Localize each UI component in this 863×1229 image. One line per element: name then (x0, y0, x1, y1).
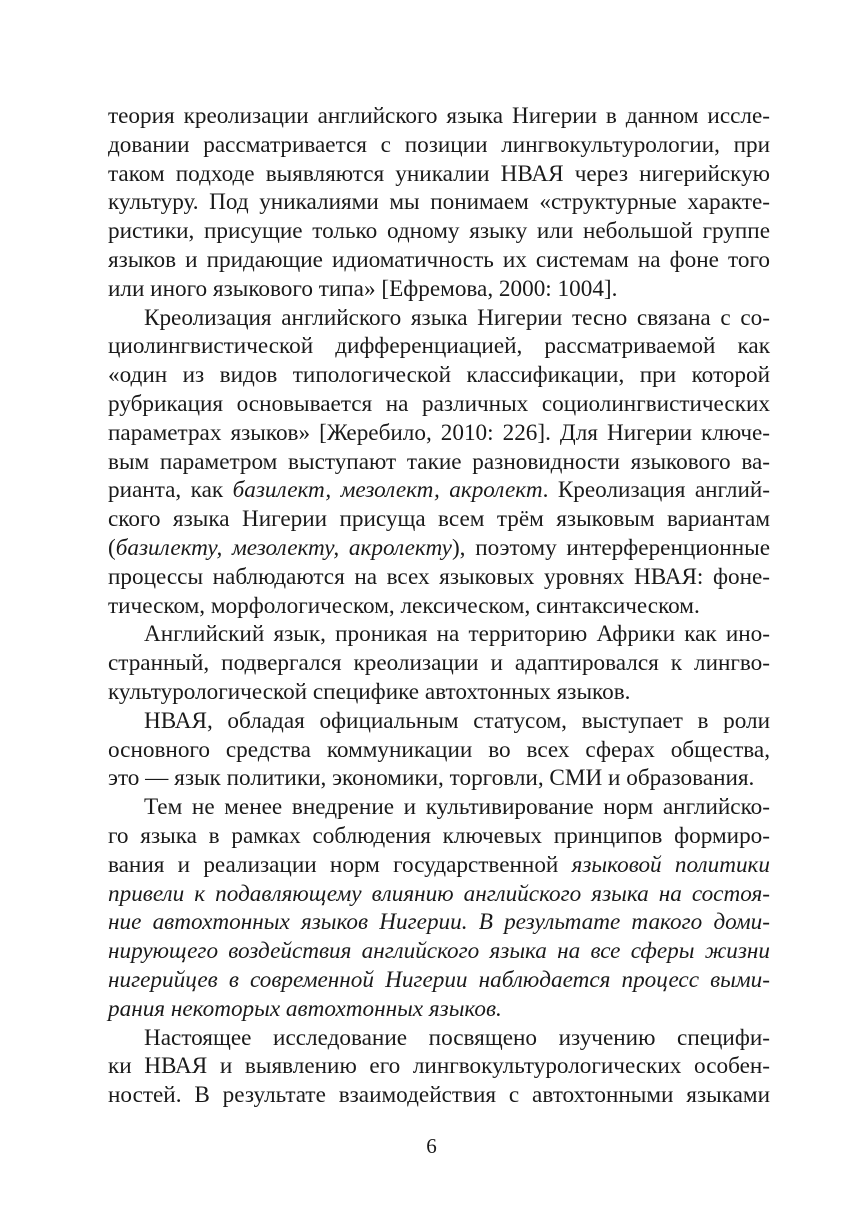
text-line: (базилекту, мезолекту, акролекту), поэтому интерференционные (108, 534, 770, 561)
text-line: го языка в рамках соблюдения ключевых принципов формиро- (108, 822, 770, 849)
text-line: Тем не менее внедрение и культивирование норм английско- (144, 794, 770, 821)
text-line: ки НВАЯ и выявлению его лингвокультурологических особен- (108, 1053, 770, 1080)
text-line: рания некоторых автохтонных языков. (108, 995, 502, 1022)
text-line: НВАЯ, обладая официальным статусом, выступает в роли (144, 707, 770, 734)
text-line: нирующего воздействия английского языка на все сферы жизни (108, 938, 770, 965)
text-line: ского языка Нигерии присуща всем трём языковым вариантам (108, 506, 770, 533)
text-line: ностей. В результате взаимодействия с автохтонными языками (108, 1082, 770, 1109)
text-line: ние автохтонных языков Нигерии. В результате такого доми- (108, 909, 770, 936)
body-text (108, 102, 770, 1110)
text-line: «один из видов типологической классификации, при которой (108, 362, 770, 389)
text-line: привели к подавляющему влиянию английского языка на состоя- (108, 880, 770, 907)
text-line: параметрах языков» [Жеребило, 2010: 226]. Для Нигерии ключе- (108, 419, 770, 446)
text-line: Креолизация английского языка Нигерии тесно связана с со- (144, 304, 770, 331)
text-line: рубрикация основывается на различных социолингвистических (108, 390, 770, 417)
text-line: рианта, как базилект, мезолект, акролект. Креолизация англий- (108, 477, 770, 504)
text-line: или иного языкового типа» [Ефремова, 2000: 1004]. (108, 275, 618, 302)
text-line: основного средства коммуникации во всех сферах общества, (108, 736, 770, 763)
text-line: Настоящее исследование посвящено изучению специфи- (144, 1024, 770, 1051)
text-line: это — язык политики, экономики, торговли, СМИ и образования. (108, 765, 755, 792)
text-line: циолингвистической дифференциацией, рассматриваемой как (108, 333, 770, 360)
text-line: таком подходе выявляются уникалии НВАЯ через нигерийскую (108, 160, 770, 187)
text-line: Английский язык, проникая на территорию Африки как ино- (144, 621, 770, 648)
text-line: вым параметром выступают такие разновидности языкового ва- (108, 448, 770, 475)
text-line: ристики, присущие только одному языку или небольшой группе (108, 218, 770, 245)
text-line: тическом, морфологическом, лексическом, синтаксическом. (108, 592, 700, 619)
text-line: культуру. Под уникалиями мы понимаем «структурные характе- (108, 189, 770, 216)
text-line: вания и реализации норм государственной языковой политики (108, 851, 770, 878)
page-number: 6 (426, 1134, 437, 1158)
text-line: процессы наблюдаются на всех языковых уровнях НВАЯ: фоне- (108, 563, 770, 590)
text-line: странный, подвергался креолизации и адаптировался к лингво- (108, 650, 770, 677)
text-line: языков и придающие идиоматичность их системам на фоне того (108, 246, 770, 273)
text-line: культурологической специфике автохтонных языков. (108, 678, 631, 705)
text-line: нигерийцев в современной Нигерии наблюдается процесс выми- (108, 966, 770, 993)
text-line: теория креолизации английского языка Нигерии в данном иссле- (108, 103, 770, 129)
text-line: довании рассматривается с позиции лингвокультурологии, при (108, 131, 770, 158)
